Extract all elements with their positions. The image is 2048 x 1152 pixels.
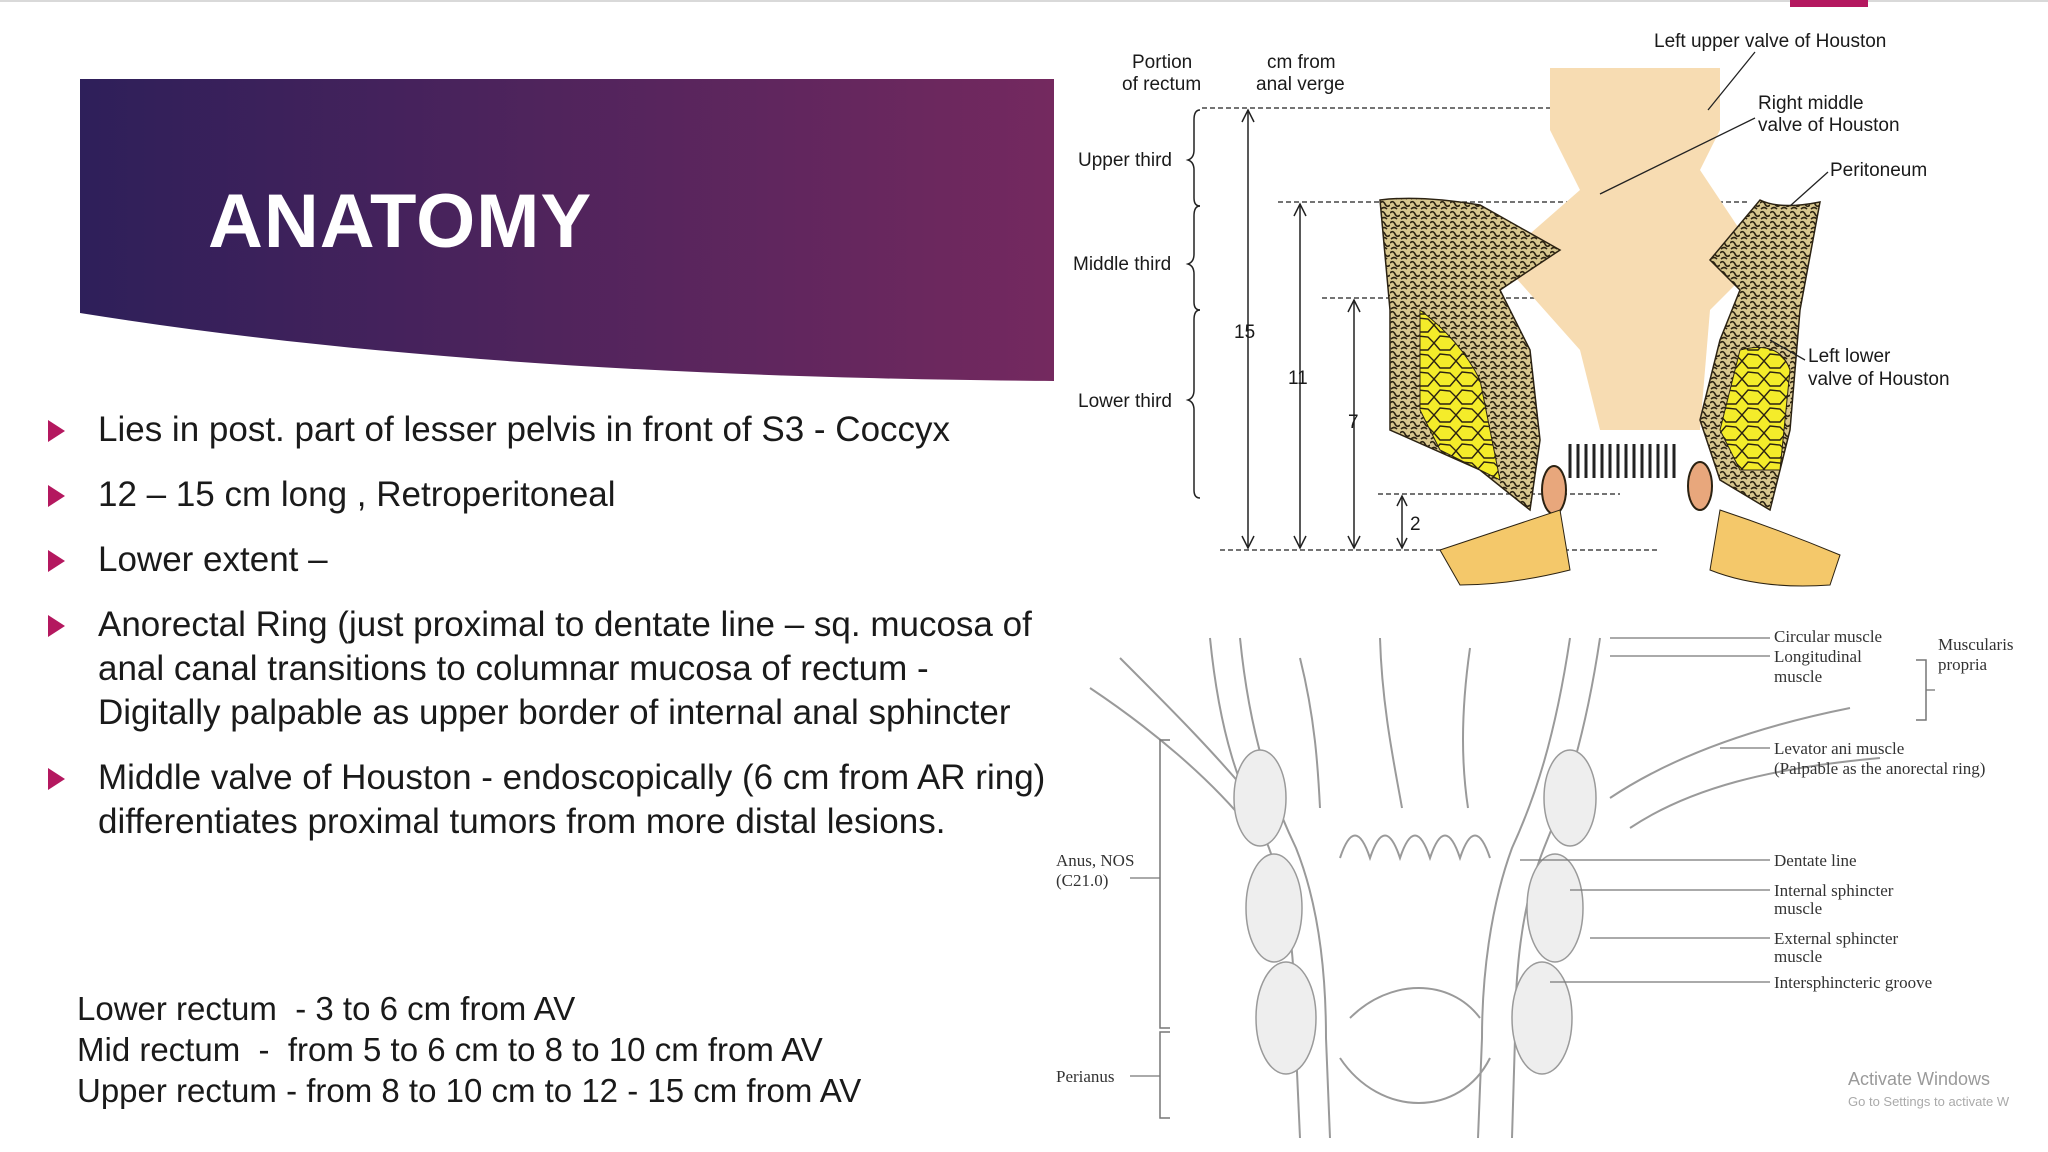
label-anus-nos-2: (C21.0): [1056, 871, 1109, 890]
bullet-text: Middle valve of Houston - endoscopically (6 cm from AR ring) differentiates proximal tumors from more distal lesions.: [98, 758, 1046, 841]
bullet-arrow-icon: [48, 550, 65, 572]
range-lower: Lower rectum - 3 to 6 cm from AV: [77, 990, 576, 1027]
label-lower-third: Lower third: [1078, 391, 1172, 412]
bullet-arrow-icon: [48, 485, 65, 507]
bullet-item: [48, 408, 1048, 452]
bullet-text: Lower extent –: [98, 540, 328, 579]
label-circular-muscle: Circular muscle: [1774, 627, 1883, 646]
measure-15: 15: [1234, 322, 1256, 343]
label-levator-note: (Palpable as the anorectal ring): [1774, 759, 1986, 778]
bullet-item: [48, 603, 1048, 735]
bullet-item: [48, 473, 1048, 517]
label-dentate-line: Dentate line: [1774, 851, 1857, 870]
bullet-item: [48, 756, 1048, 844]
bullet-list: [48, 408, 1048, 865]
label-peritoneum: Peritoneum: [1830, 160, 1928, 181]
measure-11: 11: [1288, 368, 1308, 389]
label-left-upper-valve: Left upper valve of Houston: [1654, 31, 1887, 52]
col-cm-label-1: cm from: [1267, 52, 1336, 73]
label-longitudinal-2: muscle: [1774, 667, 1823, 686]
range-mid: Mid rectum - from 5 to 6 cm to 8 to 10 cm from AV: [77, 1031, 823, 1068]
activate-windows-watermark: Activate Windows: [1848, 1069, 1991, 1089]
label-upper-third: Upper third: [1078, 150, 1172, 171]
col-portion-label-1: Portion: [1132, 52, 1193, 73]
label-external-sphincter-1: External sphincter: [1774, 929, 1899, 948]
label-anus-nos-1: Anus, NOS: [1056, 851, 1135, 870]
bullet-item: [48, 538, 1048, 582]
rectum-ranges: [77, 988, 861, 1111]
label-left-lower-valve-1: Left lower: [1808, 346, 1891, 367]
label-levator-ani: Levator ani muscle: [1774, 739, 1905, 758]
anal-canal-diagram: [1050, 598, 2048, 1138]
bullet-text: 12 – 15 cm long , Retroperitoneal: [98, 475, 616, 514]
label-external-sphincter-2: muscle: [1774, 947, 1823, 966]
label-internal-sphincter-2: muscle: [1774, 899, 1823, 918]
bullet-arrow-icon: [48, 420, 65, 442]
page-title: ANATOMY: [208, 179, 593, 264]
col-portion-label-2: of rectum: [1122, 74, 1202, 95]
bullet-arrow-icon: [48, 768, 65, 790]
rectum-diagram: [1060, 10, 2048, 600]
label-internal-sphincter-1: Internal sphincter: [1774, 881, 1894, 900]
label-perianus: Perianus: [1056, 1067, 1115, 1086]
label-right-middle-valve-1: Right middle: [1758, 93, 1864, 114]
activate-windows-subtext: Go to Settings to activate W: [1848, 1094, 2010, 1109]
bullet-text: Lies in post. part of lesser pelvis in front of S3 - Coccyx: [98, 410, 951, 449]
label-muscularis-1: Muscularis: [1938, 635, 2014, 654]
label-longitudinal-1: Longitudinal: [1774, 647, 1862, 666]
label-intersphincteric: Intersphincteric groove: [1774, 973, 1933, 992]
measure-7: 7: [1348, 412, 1359, 433]
measure-2: 2: [1410, 514, 1421, 535]
top-accent-bar: [1790, 0, 1868, 7]
label-middle-third: Middle third: [1073, 254, 1172, 275]
range-upper: Upper rectum - from 8 to 10 cm to 12 - 15 cm from AV: [77, 1072, 862, 1109]
bullet-text: Anorectal Ring (just proximal to dentate line – sq. mucosa of anal canal transitions to columnar mucosa of rectum - Digitally palpable as upper border of internal anal sphincter: [98, 605, 1032, 732]
top-border: [0, 0, 2048, 2]
label-left-lower-valve-2: valve of Houston: [1808, 369, 1950, 390]
col-cm-label-2: anal verge: [1256, 74, 1345, 95]
bullet-arrow-icon: [48, 615, 65, 637]
label-right-middle-valve-2: valve of Houston: [1758, 115, 1900, 136]
label-muscularis-2: propria: [1938, 655, 1988, 674]
